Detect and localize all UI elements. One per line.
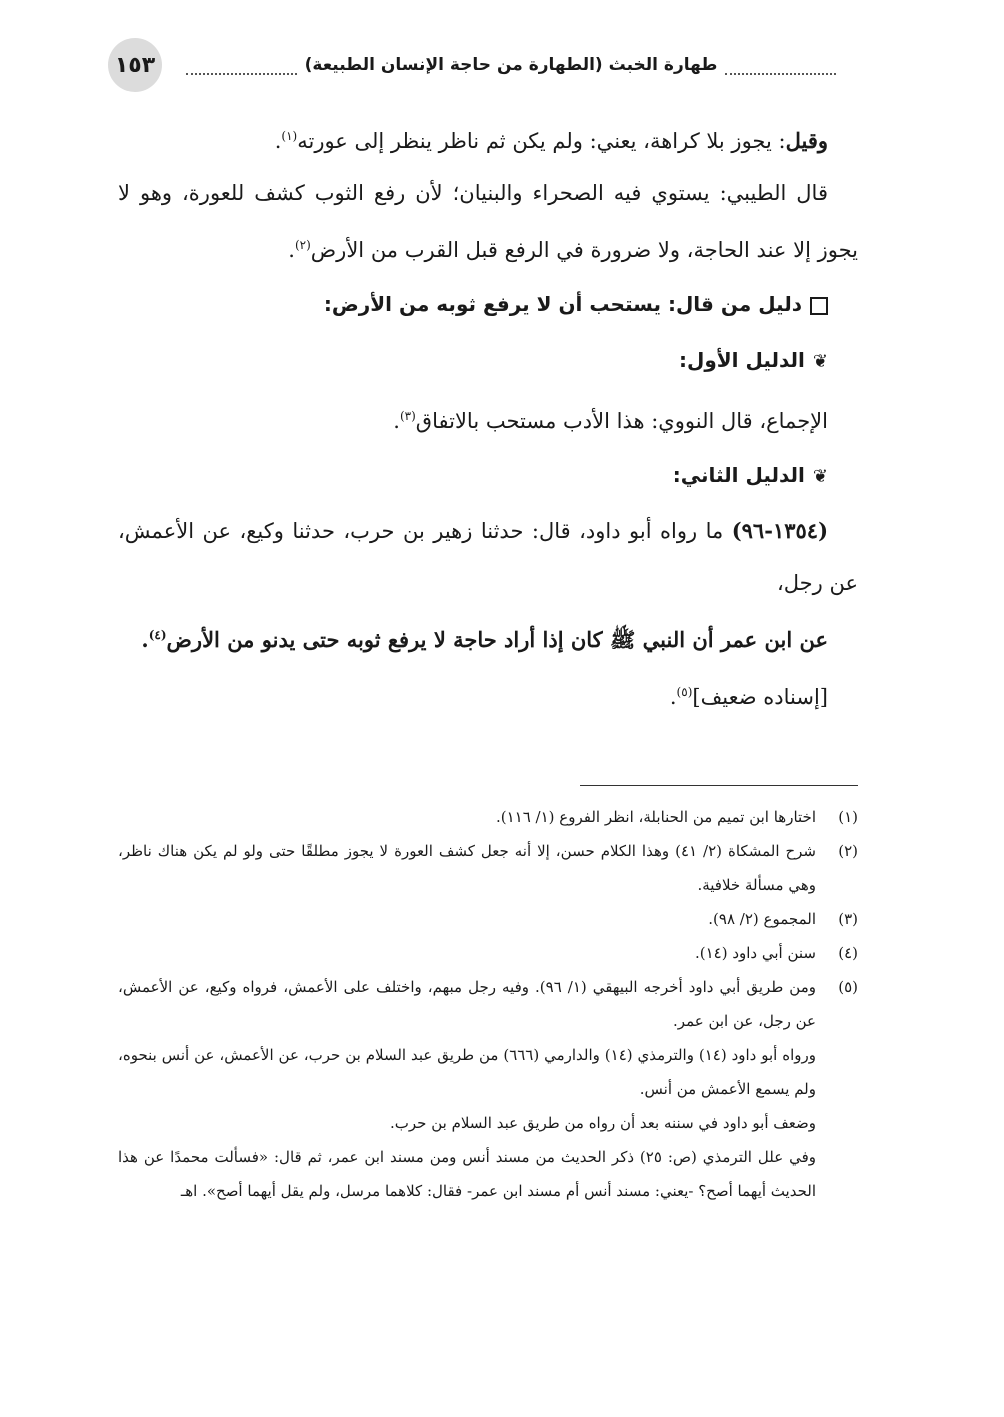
footnote-ref-5[interactable]: (٥) [676, 685, 693, 699]
paragraph-4-text: ما رواه أبو داود، قال: حدثنا زهير بن حرب، حدثنا وكيع، عن الأعمش، عن رجل، [118, 519, 858, 595]
section-heading-text: دليل من قال: يستحب أن لا يرفع ثوبه من الأرض: [323, 292, 802, 316]
flower-bullet-icon: ❦ [812, 466, 828, 487]
evidence-heading-1 [118, 332, 858, 390]
footnote-4 [118, 936, 858, 970]
footnote-number: (٢) [838, 842, 858, 860]
footnote-2 [118, 834, 858, 902]
footnote-ref-3[interactable]: (٣) [399, 409, 416, 423]
paragraph-1-lead: وقيل [785, 128, 828, 153]
footnote-number: (٤) [838, 944, 858, 962]
page-number: ١٥٣ [108, 38, 162, 92]
running-header [178, 48, 844, 82]
main-text [118, 110, 858, 723]
hadith-text-body: عن ابن عمر أن النبي ﷺ كان إذا أراد حاجة لا يرفع ثوبه حتى يدنو من الأرض [166, 627, 828, 652]
section-heading [118, 276, 858, 332]
page-header [108, 38, 844, 98]
footnote-number: (٥) [838, 978, 858, 996]
footnotes [118, 800, 858, 1208]
footnote-line: وفي علل الترمذي (ص: ٢٥) ذكر الحديث من مسند أنس ومن مسند ابن عمر، ثم قال: «فسألت محمدًا عن هذا الحديث أيهما أصح؟ -يعني: مسند أنس أم مسند ابن عمر- فقال: كلاهما مرسل، ولم يقل أيهما أصح». اهـ [118, 1148, 816, 1200]
paragraph-3 [118, 390, 858, 447]
footnote-text [118, 936, 816, 970]
paragraph-3-text: الإجماع، قال النووي: هذا الأدب مستحب بالاتفاق [415, 409, 828, 433]
footnote-ref-2[interactable]: (٢) [294, 238, 311, 252]
footnote-line: المجموع (٢/ ٩٨). [708, 910, 816, 928]
footnote-line: شرح المشكاة (٢/ ٤١) وهذا الكلام حسن، إلا أنه جعل كشف العورة لا يجوز مطلقًا حتى ولو لم يكن هناك ناظر، وهي مسألة خلافية. [118, 842, 817, 894]
footnote-number: (٣) [838, 910, 858, 928]
grading-tail: . [669, 685, 677, 709]
paragraph-1-tail: . [274, 129, 282, 153]
footnote-ref-4[interactable]: (٤) [148, 628, 167, 642]
evidence-heading-2 [118, 447, 858, 505]
footnote-text [118, 970, 816, 1208]
footnote-5 [118, 970, 858, 1208]
footnote-line: وضعف أبو داود في سننه بعد أن رواه من طريق عبد السلام بن حرب. [390, 1114, 816, 1132]
leader-dots-right [725, 55, 836, 75]
evidence-heading-1-text: الدليل الأول: [678, 348, 805, 372]
footnote-text [118, 834, 816, 902]
evidence-heading-2-text: الدليل الثاني: [672, 463, 805, 487]
paragraph-2 [118, 167, 858, 276]
header-title: طهارة الخبث (الطهارة من حاجة الإنسان الطبيعة) [304, 55, 718, 75]
grading-text: [إسناده ضعيف] [692, 685, 828, 709]
footnote-line: اختارها ابن تميم من الحنابلة، انظر الفروع (١/ ١١٦). [495, 808, 816, 826]
paragraph-2-tail: . [288, 238, 295, 262]
paragraph-3-tail: . [393, 409, 400, 433]
footnote-3 [118, 902, 858, 936]
flower-bullet-icon: ❦ [812, 351, 828, 372]
footnote-text [118, 902, 816, 936]
hadith-text [118, 609, 858, 666]
footnote-line: سنن أبي داود (١٤). [694, 944, 816, 962]
footnote-line: ورواه أبو داود (١٤) والترمذي (١٤) والدارمي (٦٦٦) من طريق عبد السلام بن حرب، عن الأعمش، عن أنس بنحوه، ولم يسمع الأعمش من أنس. [118, 1046, 816, 1098]
footnote-1 [118, 800, 858, 834]
paragraph-4 [118, 505, 858, 609]
footnote-ref-1[interactable]: (١) [281, 129, 298, 143]
paragraph-1 [118, 110, 858, 167]
square-bullet-icon [810, 297, 828, 315]
paragraph-1-text: : يجوز بلا كراهة، يعني: ولم يكن ثم ناظر ينظر إلى عورته [297, 129, 786, 153]
paragraph-2-text: قال الطيبي: يستوي فيه الصحراء والبنيان؛ لأن رفع الثوب كشف للعورة، وهو لا يجوز إلا عند الحاجة، ولا ضرورة في الرفع قبل القرب من الأرض [118, 181, 858, 262]
grading [118, 666, 858, 723]
footnote-number: (١) [838, 808, 858, 826]
hadith-text-tail: . [141, 627, 149, 652]
footnote-line: ومن طريق أبي داود أخرجه البيهقي (١/ ٩٦). وفيه رجل مبهم، واختلف على الأعمش، فرواه وكيع، عن الأعمش، عن رجل، عن ابن عمر. [118, 978, 816, 1030]
footnote-text [118, 800, 816, 834]
leader-dots-left [186, 55, 297, 75]
footnote-separator [580, 785, 858, 786]
hadith-number: (١٣٥٤-٩٦) [731, 518, 828, 543]
